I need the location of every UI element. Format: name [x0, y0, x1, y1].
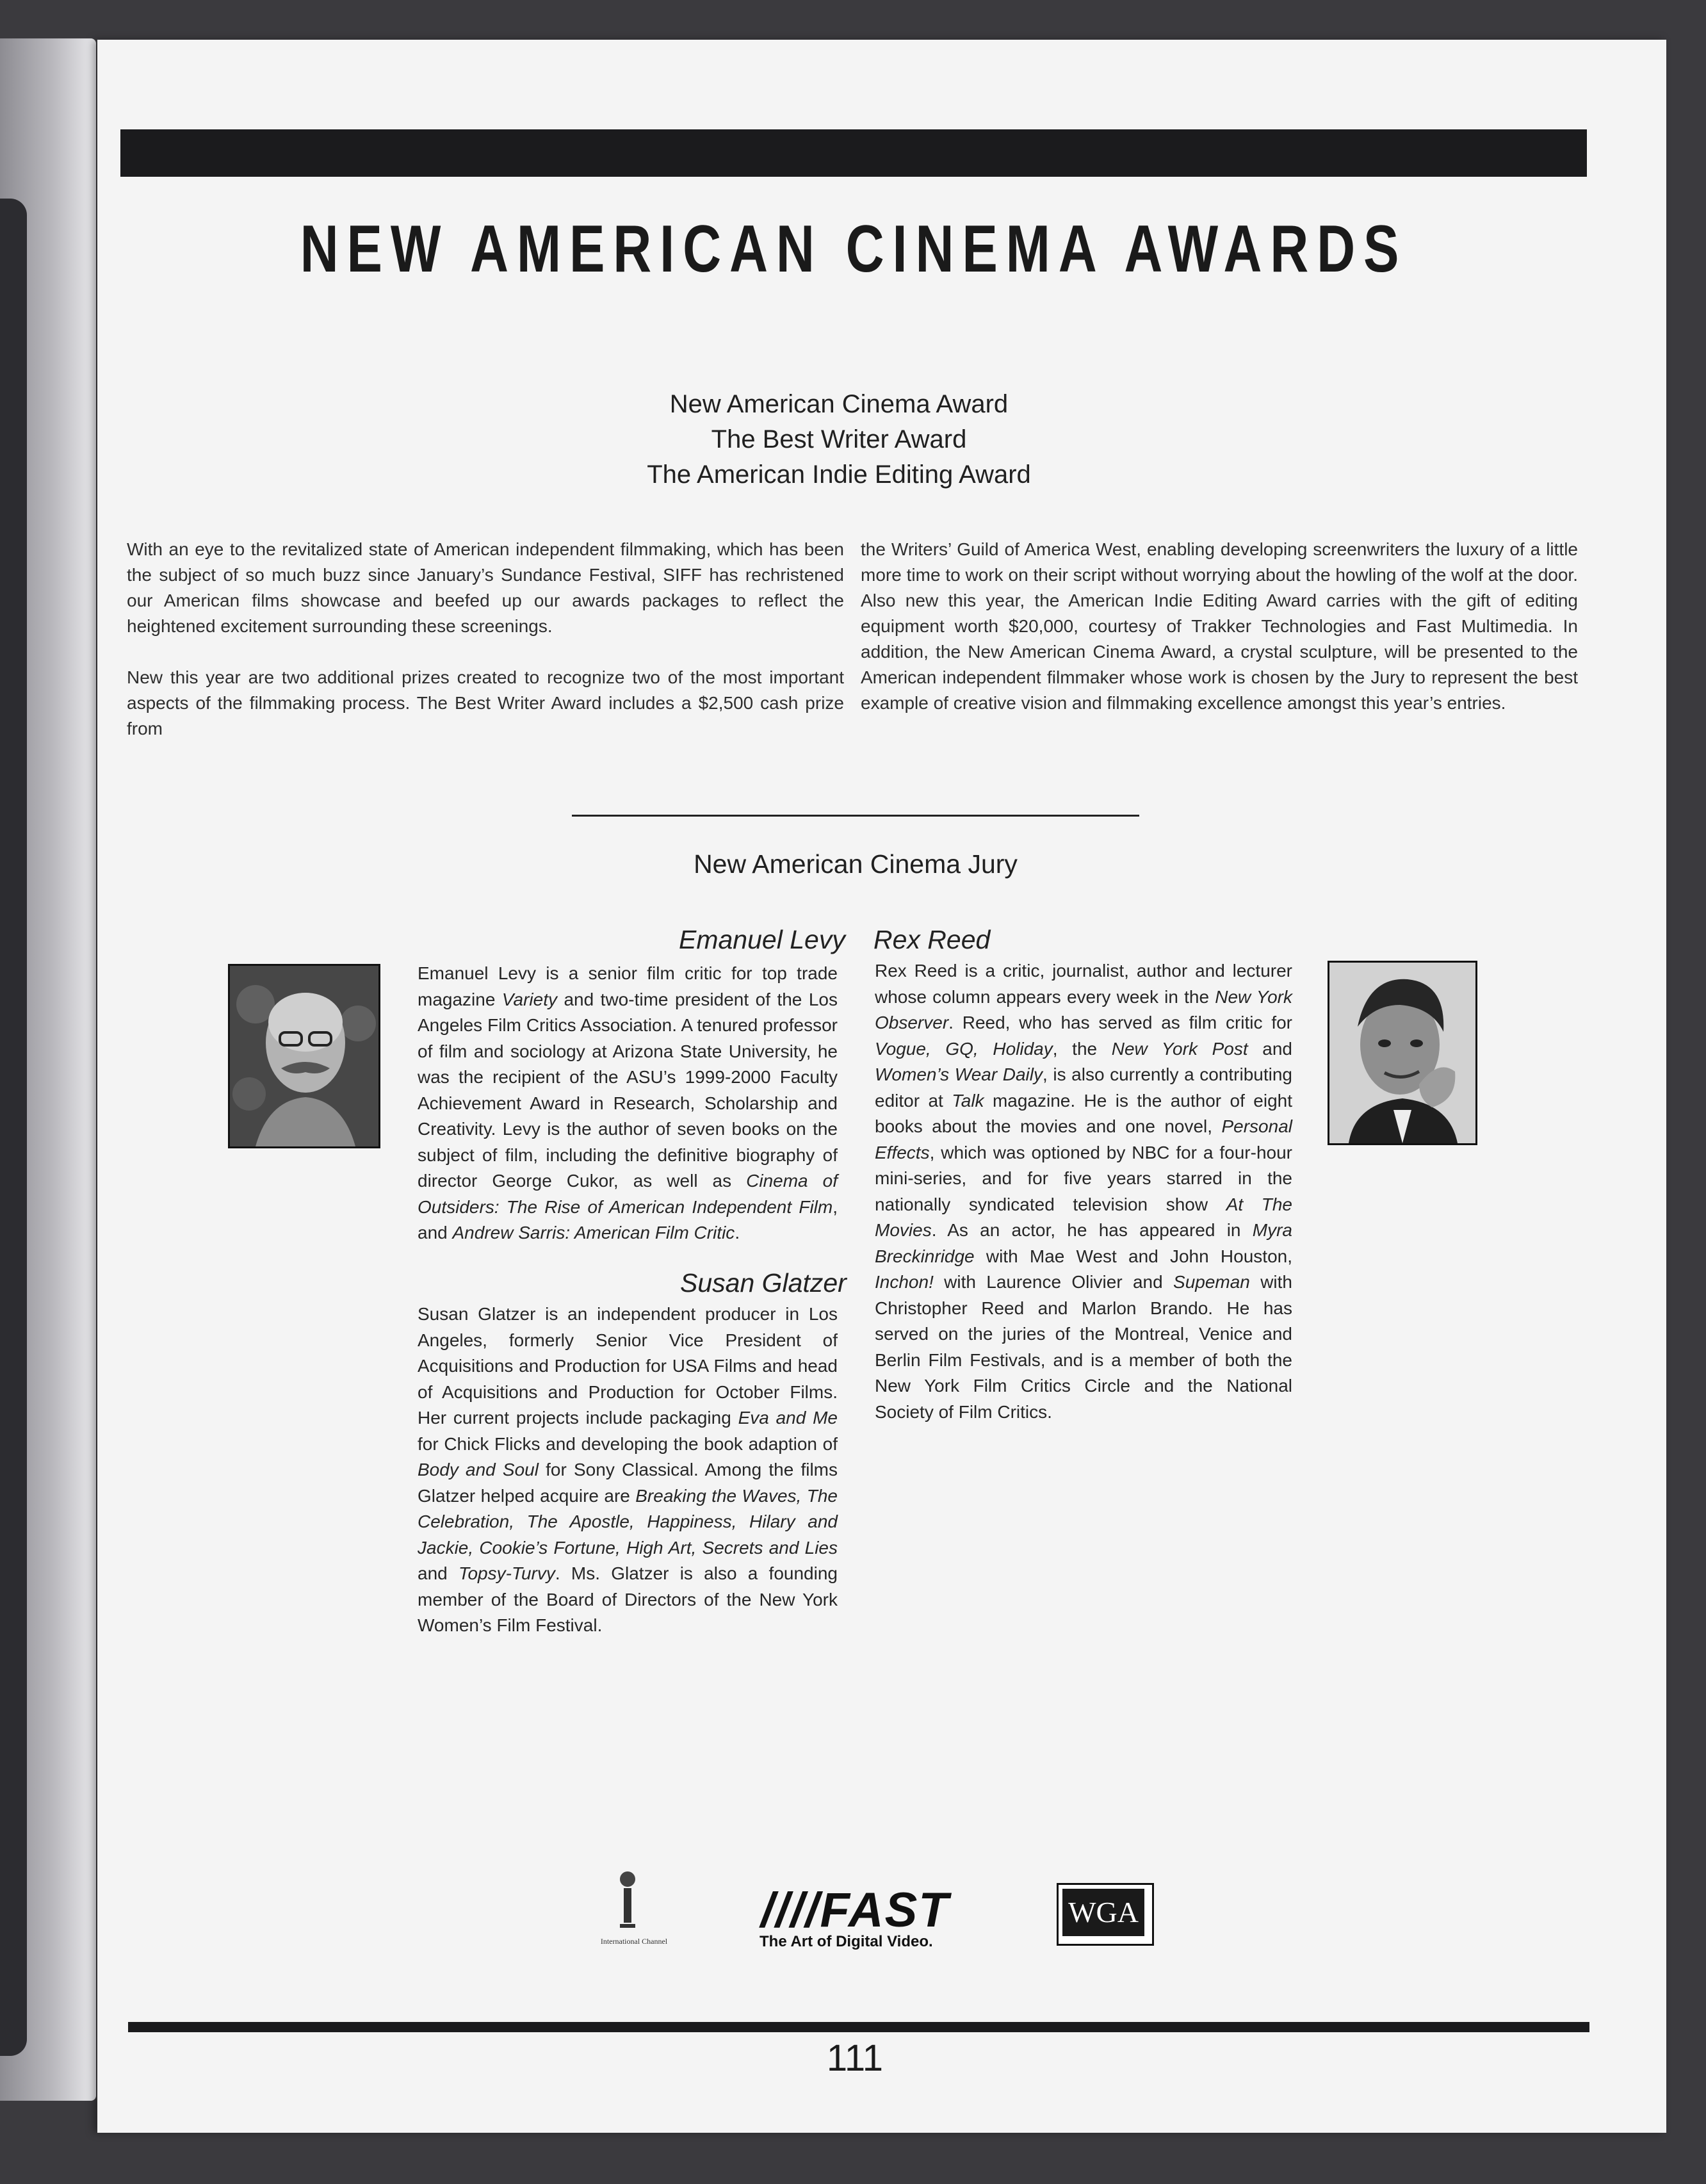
award-list [512, 387, 1166, 493]
juror-bio-glatzer: Susan Glatzer is an independent producer in Los Angeles, formerly Senior Vice President of Acquisitions and Production for USA Films and head of Acquisitions and Production for October Films. Her current projects include packaging Eva and Me for Chick Flicks and developing the book adaption of Body and Soul for Sony Classical. Among the films Glatzer helped acquire are Breaking the Waves, The Celebration, The Apostle, Happiness, Hilary and Jackie, Cookie’s Fortune, High Art, Secrets and Lies and Topsy-Turvy. Ms. Glatzer is also a founding member of the Board of Directors of the New York Women’s Film Festival. [418, 1304, 838, 1635]
wga-logo [1057, 1883, 1154, 1946]
fast-tagline: The Art of Digital Video. [760, 1933, 933, 1950]
left-page-edge [0, 38, 96, 2101]
award-item: The American Indie Editing Award [647, 460, 1031, 489]
left-page-dark-panel [0, 199, 27, 2056]
globe-icon [583, 1870, 685, 1941]
juror-name-levy: Emanuel Levy [679, 925, 845, 954]
intro-paragraph: New this year are two additional prizes created to recognize two of the most important aspects of the filmmaking process. The Best Writer Award includes a $2,500 cash prize from [127, 667, 844, 738]
intro-paragraph: the Writers’ Guild of America West, enabling developing screenwriters the luxury of a little more time to work on their script without worrying about the howling of the wolf at the door. Also new this year, the American Indie Editing Award carries with the gift of editing equipment worth $20,000, courtesy of Trakker Technologies and Fast Multimedia. In addition, the New American Cinema Award, a crystal sculpture, will be presented to the American independent filmmaker whose work is chosen by the Jury to represent the best example of creative vision and filmmaking excellence amongst this year’s entries. [861, 539, 1578, 713]
fast-wordmark: FAST [820, 1883, 950, 1937]
international-channel-logo [583, 1870, 685, 1953]
international-channel-caption: International Channel [600, 1937, 668, 1946]
juror-photo-levy [228, 964, 380, 1148]
juror-bio-reed: Rex Reed is a critic, journalist, author and lecturer whose column appears every week in the New York Observer. Reed, who has served as film critic for Vogue, GQ, Holiday, the New York Post and Women’s Wear Daily, is also currently a contributing editor at Talk magazine. He is the author of eight books about the movies and one novel, Personal Effects, which was optioned by NBC for a four-hour mini-series, and for five years starred in the nationally syndicated television show At The Movies. As an actor, he has appeared in Myra Breckinridge with Mae West and John Houston, Inchon! with Laurence Olivier and Supeman with Christopher Reed and Marlon Brando. He has served on the juries of the Montreal, Venice and Berlin Film Festivals, and is a member of both the New York Film Critics Circle and the National Society of Film Critics. [875, 961, 1292, 1422]
jury-heading: New American Cinema Jury [694, 849, 1018, 879]
juror-name-glatzer: Susan Glatzer [680, 1268, 847, 1298]
footer-bar [128, 2022, 1589, 2032]
award-item: The Best Writer Award [711, 425, 967, 453]
juror-photo-reed [1328, 961, 1477, 1145]
page-title: NEW AMERICAN CINEMA AWARDS [300, 212, 1408, 286]
fast-stripes-icon: //// [761, 1883, 820, 1937]
page-number: 111 [826, 2037, 884, 2079]
section-divider [572, 815, 1139, 817]
intro-paragraph: With an eye to the revitalized state of American independent filmmaking, which has been the subject of so much buzz since January’s Sundance Festival, SIFF has rechristened our American films showcase and beefed up our awards packages to reflect the heightened excitement surrounding these screenings. [127, 539, 844, 636]
fast-logo [758, 1883, 963, 1951]
juror-bio-levy: Emanuel Levy is a senior film critic for top trade magazine Variety and two-time president of the Los Angeles Film Critics Association. A tenured professor of film and sociology at Arizona State University, he was the recipient of the ASU’s 1999-2000 Faculty Achievement Award in Research, Scholarship and Creativity. Levy is the author of seven books on the subject of film, including the definitive biography of director George Cukor, as well as Cinema of Outsiders: The Rise of American Independent Film, and Andrew Sarris: American Film Critic. [418, 963, 838, 1243]
juror-name-reed: Rex Reed [873, 925, 991, 954]
intro-column-right [861, 537, 1578, 716]
intro-column-left [127, 537, 844, 742]
wga-wordmark: WGA [1062, 1889, 1144, 1936]
header-bar [120, 129, 1587, 177]
award-item: New American Cinema Award [669, 390, 1009, 418]
